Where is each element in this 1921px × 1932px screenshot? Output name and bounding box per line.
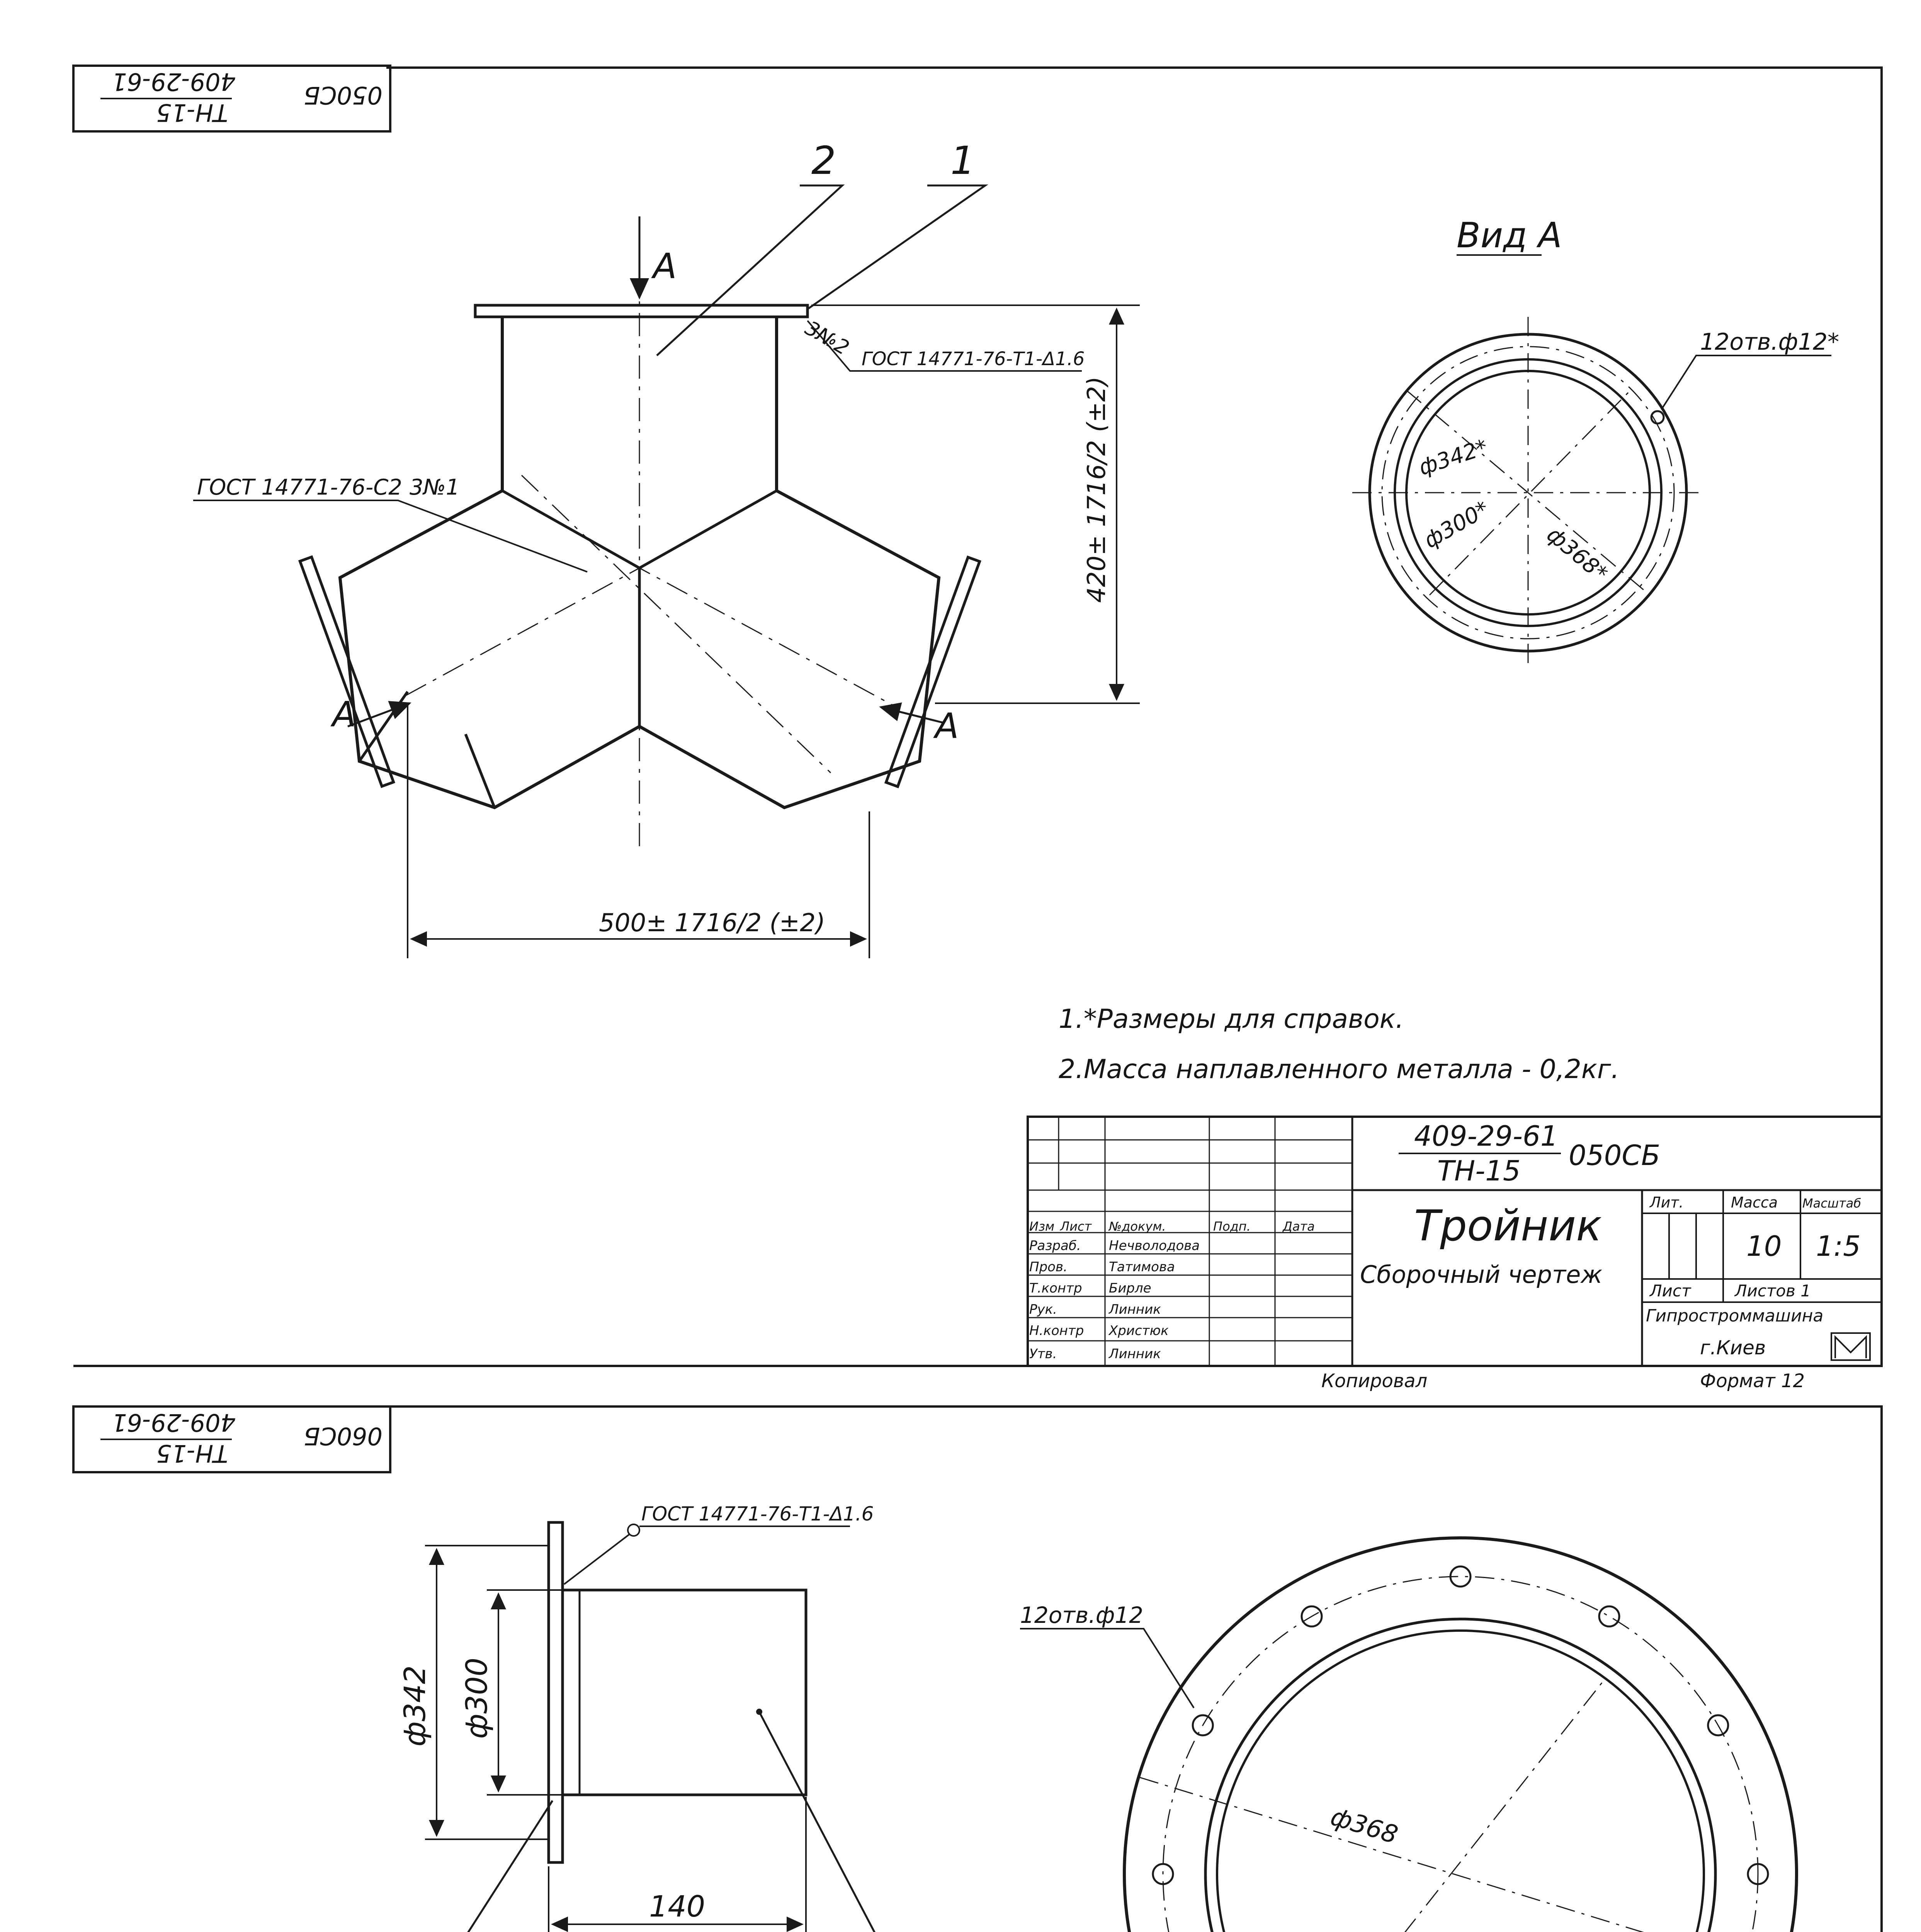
tb1-sheet: Лист	[1650, 1281, 1691, 1300]
tb1-header-izm: Изм	[1029, 1219, 1055, 1234]
stamp-top-2-suffix: 060СБ	[303, 1422, 382, 1450]
flange-front-view	[1020, 1538, 1797, 1932]
tb1-header-date: Дата	[1283, 1219, 1315, 1234]
tb1-city: г.Киев	[1700, 1337, 1766, 1359]
tb1-name-5: Линник	[1109, 1346, 1161, 1362]
weld-1-tag: 3№2	[801, 316, 853, 360]
stamp-top-2	[73, 1406, 390, 1472]
tb1-scale: 1:5	[1816, 1230, 1861, 1262]
tb1-role-5: Утв.	[1029, 1346, 1057, 1362]
tb1-role-1: Пров.	[1029, 1259, 1068, 1275]
tb1-org: Гипростроммашина	[1646, 1306, 1824, 1326]
tb1-sheets: Листов 1	[1735, 1281, 1811, 1300]
s2-holes: 12отв.ф12	[1020, 1602, 1144, 1628]
view-a-d300: ф300*	[1420, 496, 1494, 554]
tb1-role-0: Разраб.	[1029, 1238, 1081, 1253]
dim-height: 420± 1716/2 (±2)	[1083, 376, 1111, 603]
view-a-d368: ф368*	[1542, 522, 1612, 587]
title-block-1	[1028, 1117, 1882, 1366]
stamp-top-1-line1: 409-29-61	[112, 68, 236, 96]
tb1-role-3: Рук.	[1029, 1302, 1057, 1317]
bolt-hole	[1599, 1606, 1619, 1626]
tb1-name-2: Бирле	[1109, 1281, 1151, 1296]
sheet-1	[73, 66, 1882, 1392]
view-a-title: Вид А	[1457, 215, 1562, 256]
pos-2-label: 2	[811, 138, 836, 183]
tb1-header-doc: №докум.	[1109, 1219, 1166, 1234]
s2-dim-length: 140	[649, 1889, 706, 1923]
tb1-subtitle: Сборочный чертеж	[1360, 1260, 1603, 1289]
pipe-side-view	[340, 1503, 985, 1932]
tb1-copied: Копировал	[1321, 1370, 1428, 1392]
tb1-logo	[1831, 1333, 1870, 1360]
weld-2-tag: 3№1	[410, 475, 460, 500]
s2-dim-d342: ф342	[398, 1665, 432, 1747]
tb1-header-list: Лист	[1060, 1219, 1092, 1234]
s2-dim-d300: ф300	[459, 1657, 494, 1739]
s2-d368: ф368	[1327, 1802, 1401, 1850]
tb1-doc-suffix: 050СБ	[1569, 1139, 1661, 1172]
tb1-role-4: Н.контр	[1029, 1323, 1084, 1338]
sheet-2	[73, 1406, 1884, 1932]
tb1-doc-number: 409-29-61	[1414, 1120, 1558, 1152]
weld-2-spec: ГОСТ 14771-76-С2	[197, 475, 402, 500]
stamp-top-1-line2: TH-15	[156, 99, 228, 127]
section-a-top: А	[653, 246, 677, 287]
stamp-top-1	[73, 66, 390, 131]
section-a-right: А	[935, 706, 959, 747]
tb1-name: Тройник	[1414, 1201, 1602, 1250]
stamp-top-1-suffix: 050СБ	[303, 81, 382, 109]
tb1-mass-header: Масса	[1731, 1194, 1778, 1211]
view-a-holes: 12отв.ф12*	[1700, 328, 1839, 355]
view-a-d342: ф342*	[1416, 435, 1491, 481]
note-1-1: 1.*Размеры для справок.	[1059, 1004, 1404, 1034]
tb1-format: Формат 12	[1700, 1370, 1805, 1392]
tb1-doc-sub: TH-15	[1437, 1155, 1521, 1187]
stamp-top-2-line2: TH-15	[156, 1439, 228, 1468]
tee-drawing	[193, 138, 1140, 958]
bolt-holes	[1153, 1566, 1768, 1932]
tb1-name-0: Нечволодова	[1109, 1238, 1200, 1253]
tb1-header-sign: Подп.	[1213, 1219, 1251, 1234]
pos-1-label: 1	[950, 138, 975, 183]
view-a	[1352, 215, 1839, 668]
tb1-mass: 10	[1746, 1230, 1782, 1262]
stamp-top-2-line1: 409-29-61	[112, 1408, 236, 1437]
weld-1-spec: ГОСТ 14771-76-Т1-Δ1.6	[862, 348, 1085, 370]
tb1-name-3: Линник	[1109, 1302, 1161, 1317]
tb1-name-1: Татимова	[1109, 1259, 1175, 1275]
tb1-scale-header: Масштаб	[1802, 1196, 1862, 1211]
s2-weld-spec: ГОСТ 14771-76-Т1-Δ1.6	[641, 1503, 874, 1525]
section-a-left: А	[332, 694, 356, 735]
tb1-name-4: Христюк	[1109, 1323, 1169, 1338]
tb1-lit: Лит.	[1650, 1194, 1684, 1211]
tb1-role-2: Т.контр	[1029, 1281, 1082, 1296]
note-1-2: 2.Масса наплавленного металла - 0,2кг.	[1059, 1054, 1620, 1085]
dim-width: 500± 1716/2 (±2)	[599, 909, 825, 937]
